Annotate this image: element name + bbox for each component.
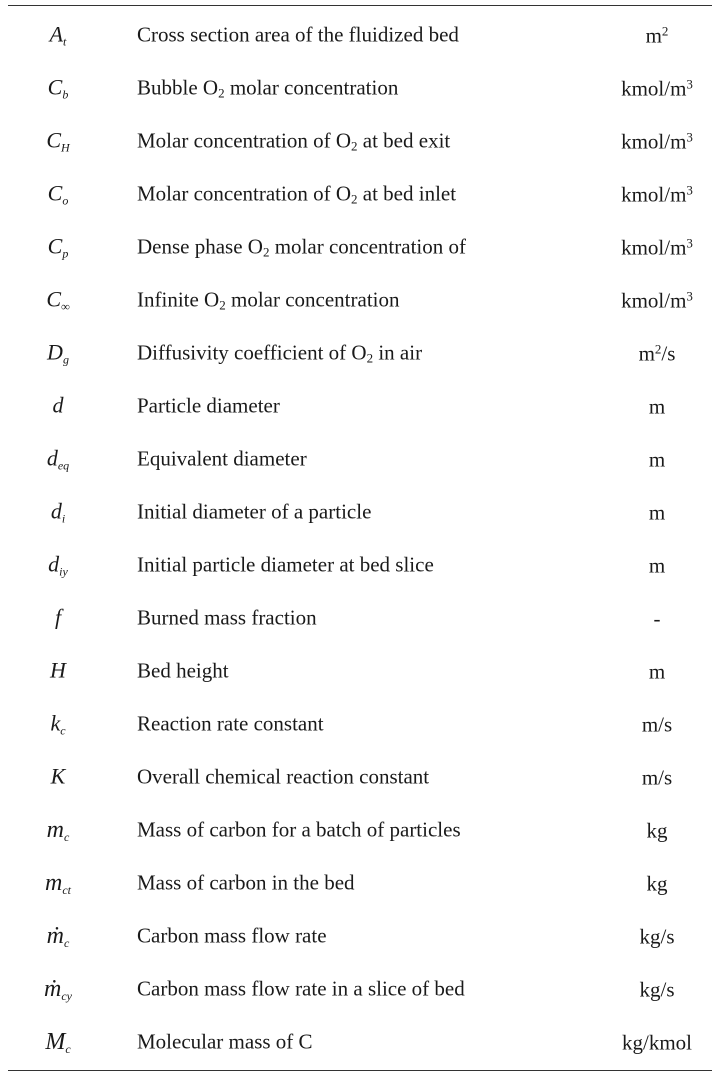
table-row bbox=[8, 752, 712, 805]
symbol-cell bbox=[8, 182, 108, 206]
table-row bbox=[8, 380, 712, 433]
table-row bbox=[8, 539, 712, 592]
symbol-cell bbox=[8, 551, 108, 579]
symbol-subscript: ct bbox=[62, 883, 71, 898]
description-cell bbox=[137, 395, 280, 417]
symbol-subscript: H bbox=[61, 140, 70, 155]
symbol-subscript: p bbox=[62, 246, 69, 261]
description-cell bbox=[137, 448, 307, 470]
symbol-main: C bbox=[47, 233, 63, 259]
unit-text: kmol/m bbox=[621, 76, 687, 101]
unit-text: kmol/m bbox=[621, 288, 687, 313]
symbol-main: C bbox=[46, 127, 61, 153]
unit-superscript: 3 bbox=[686, 235, 693, 251]
description-subscript: 2 bbox=[262, 244, 270, 260]
unit-text: m bbox=[648, 500, 666, 525]
description-text-tail: in air bbox=[373, 340, 423, 365]
symbol-subscript: c bbox=[64, 936, 70, 951]
unit-cell bbox=[602, 926, 712, 948]
unit-cell bbox=[602, 608, 712, 630]
unit-text: m bbox=[648, 447, 666, 472]
unit-text: - bbox=[653, 606, 661, 631]
symbol-cell bbox=[8, 977, 108, 1002]
description-text: Particle diameter bbox=[137, 393, 280, 418]
table-row bbox=[8, 327, 712, 380]
symbol-subscript: t bbox=[63, 34, 67, 49]
description-cell bbox=[137, 289, 400, 311]
symbol-cell bbox=[8, 1030, 108, 1055]
table-row bbox=[8, 9, 712, 62]
table-row bbox=[8, 805, 712, 858]
unit-cell bbox=[602, 501, 712, 523]
symbol-main: C bbox=[47, 180, 63, 206]
description-text: Reaction rate constant bbox=[137, 711, 324, 736]
description-text-tail: molar concentration bbox=[225, 287, 400, 312]
unit-text: m/s bbox=[641, 712, 673, 737]
unit-cell bbox=[602, 236, 712, 258]
description-text: Overall chemical reaction constant bbox=[137, 764, 430, 789]
description-text: Burned mass fraction bbox=[137, 605, 317, 630]
symbol-main: f bbox=[54, 604, 62, 630]
symbol-cell bbox=[8, 500, 108, 524]
symbol-main: C bbox=[47, 74, 63, 100]
table-row bbox=[8, 115, 712, 168]
table-row bbox=[8, 486, 712, 539]
description-cell bbox=[137, 870, 355, 895]
description-cell bbox=[137, 501, 371, 523]
symbol-cell bbox=[8, 657, 108, 684]
description-subscript: 2 bbox=[366, 350, 374, 366]
table-row bbox=[8, 964, 712, 1017]
description-cell bbox=[137, 605, 317, 630]
symbol-cell bbox=[8, 763, 108, 790]
symbol-main: ṁ bbox=[46, 923, 64, 950]
unit-cell bbox=[602, 289, 712, 311]
description-text: Dense phase O bbox=[137, 234, 263, 259]
description-subscript: 2 bbox=[219, 297, 226, 313]
table-row bbox=[8, 221, 712, 274]
symbol-subscript: c bbox=[64, 830, 70, 845]
unit-text: m bbox=[638, 341, 655, 366]
unit-superscript: 2 bbox=[661, 23, 669, 39]
symbol-main: m bbox=[46, 817, 64, 844]
description-cell bbox=[137, 1029, 313, 1054]
description-cell bbox=[137, 552, 434, 577]
unit-superscript: 3 bbox=[686, 288, 693, 304]
unit-cell bbox=[602, 1032, 712, 1054]
unit-text: m bbox=[645, 23, 662, 48]
description-text: Molar concentration of O bbox=[137, 128, 352, 153]
unit-text: kg/s bbox=[639, 924, 675, 949]
symbol-cell bbox=[8, 447, 108, 471]
symbol-main: k bbox=[50, 710, 61, 736]
description-cell bbox=[137, 817, 461, 842]
description-text: Carbon mass flow rate bbox=[137, 923, 327, 948]
symbol-cell bbox=[8, 129, 108, 153]
unit-text: kg/kmol bbox=[621, 1030, 692, 1055]
description-text: Diffusivity coefficient of O bbox=[137, 340, 367, 365]
table-bottom-rule bbox=[8, 1070, 712, 1071]
description-cell bbox=[137, 24, 459, 46]
symbol-cell bbox=[8, 924, 108, 949]
symbol-cell bbox=[8, 23, 108, 47]
table-row bbox=[8, 593, 712, 646]
table-row bbox=[8, 433, 712, 486]
symbol-main: K bbox=[50, 763, 66, 789]
symbol-subscript: ∞ bbox=[61, 299, 70, 314]
description-text: Initial particle diameter at bed slice bbox=[137, 552, 434, 577]
description-text-tail: at bed exit bbox=[357, 128, 451, 153]
unit-text: kg/s bbox=[639, 977, 675, 1002]
symbol-cell bbox=[8, 818, 108, 843]
unit-superscript: 3 bbox=[686, 129, 693, 145]
symbol-cell bbox=[8, 341, 108, 365]
nomenclature-table bbox=[8, 9, 712, 1070]
unit-cell bbox=[602, 77, 712, 99]
description-cell bbox=[137, 658, 229, 683]
symbol-subscript: eq bbox=[57, 458, 70, 473]
symbol-main: d bbox=[52, 392, 64, 418]
description-cell bbox=[137, 236, 466, 258]
description-cell bbox=[137, 923, 327, 948]
description-text: Molecular mass of C bbox=[137, 1029, 313, 1054]
symbol-subscript: b bbox=[62, 87, 69, 102]
unit-cell bbox=[602, 979, 712, 1001]
description-text: Cross section area of the fluidized bed bbox=[137, 22, 459, 47]
unit-cell bbox=[602, 395, 712, 417]
symbol-cell bbox=[8, 235, 108, 259]
description-text-tail: molar concentration bbox=[224, 75, 399, 100]
symbol-main: D bbox=[47, 339, 63, 365]
description-cell bbox=[137, 711, 324, 736]
description-cell bbox=[137, 130, 450, 152]
unit-text: m bbox=[648, 659, 666, 684]
symbol-main: d bbox=[46, 445, 58, 471]
table-row bbox=[8, 274, 712, 327]
description-text: Carbon mass flow rate in a slice of bed bbox=[137, 976, 465, 1001]
unit-text: m bbox=[648, 394, 666, 419]
table-row bbox=[8, 62, 712, 115]
table-row bbox=[8, 1017, 712, 1070]
description-text: Initial diameter of a particle bbox=[137, 499, 372, 524]
symbol-main: H bbox=[50, 657, 66, 683]
description-subscript: 2 bbox=[218, 85, 225, 101]
unit-cell bbox=[602, 448, 712, 470]
symbol-cell bbox=[8, 871, 108, 896]
description-cell bbox=[137, 764, 430, 789]
symbol-main: d bbox=[48, 551, 60, 577]
table-row bbox=[8, 699, 712, 752]
description-text: Equivalent diameter bbox=[137, 446, 307, 471]
unit-superscript: 2 bbox=[654, 341, 662, 357]
unit-superscript: 3 bbox=[686, 182, 693, 198]
table-row bbox=[8, 911, 712, 964]
description-cell bbox=[137, 77, 398, 99]
symbol-subscript: g bbox=[62, 352, 69, 367]
unit-cell bbox=[602, 714, 712, 736]
symbol-main: ṁ bbox=[44, 976, 62, 1003]
symbol-main: d bbox=[50, 498, 62, 524]
table-row bbox=[8, 858, 712, 911]
unit-text: kmol/m bbox=[621, 235, 687, 260]
unit-cell bbox=[602, 24, 712, 46]
unit-cell bbox=[602, 555, 712, 577]
table-top-rule bbox=[8, 5, 712, 6]
description-text: Mass of carbon in the bed bbox=[137, 870, 355, 895]
unit-cell bbox=[602, 767, 712, 789]
unit-text: m/s bbox=[641, 765, 673, 790]
symbol-subscript: iy bbox=[59, 564, 68, 579]
unit-superscript: 3 bbox=[686, 76, 693, 92]
description-text: Bubble O bbox=[137, 75, 219, 100]
description-subscript: 2 bbox=[351, 138, 358, 154]
symbol-subscript: i bbox=[61, 511, 66, 526]
description-text-tail: at bed inlet bbox=[357, 181, 457, 206]
symbol-subscript: c bbox=[65, 1042, 71, 1057]
description-text: Molar concentration of O bbox=[137, 181, 352, 206]
description-subscript: 2 bbox=[351, 191, 358, 207]
symbol-cell bbox=[8, 288, 108, 312]
unit-text: m bbox=[648, 553, 666, 578]
unit-text: kmol/m bbox=[621, 129, 687, 154]
symbol-cell bbox=[8, 604, 108, 631]
symbol-main: A bbox=[49, 21, 64, 47]
symbol-main: C bbox=[46, 286, 62, 312]
symbol-cell bbox=[8, 394, 108, 418]
symbol-subscript: c bbox=[60, 723, 66, 738]
unit-text: kg bbox=[646, 818, 668, 843]
table-row bbox=[8, 646, 712, 699]
unit-cell bbox=[602, 873, 712, 895]
symbol-subscript: cy bbox=[61, 989, 72, 1004]
symbol-cell bbox=[8, 710, 108, 738]
description-text: Infinite O bbox=[137, 287, 220, 312]
unit-cell bbox=[602, 820, 712, 842]
description-text-tail: molar concentration of bbox=[269, 234, 466, 259]
symbol-cell bbox=[8, 76, 108, 100]
table-row bbox=[8, 168, 712, 221]
unit-cell bbox=[602, 130, 712, 152]
description-text: Bed height bbox=[137, 658, 229, 683]
unit-cell bbox=[602, 342, 712, 364]
symbol-subscript: o bbox=[62, 193, 69, 208]
symbol-main: M bbox=[45, 1029, 66, 1056]
unit-text: kmol/m bbox=[621, 182, 687, 207]
unit-text: kg bbox=[646, 871, 668, 896]
description-cell bbox=[137, 342, 422, 364]
description-cell bbox=[137, 976, 465, 1001]
symbol-main: m bbox=[44, 870, 63, 897]
description-cell bbox=[137, 183, 456, 205]
description-text: Mass of carbon for a batch of particles bbox=[137, 817, 461, 842]
unit-text-tail: /s bbox=[661, 341, 676, 366]
unit-cell bbox=[602, 183, 712, 205]
unit-cell bbox=[602, 661, 712, 683]
